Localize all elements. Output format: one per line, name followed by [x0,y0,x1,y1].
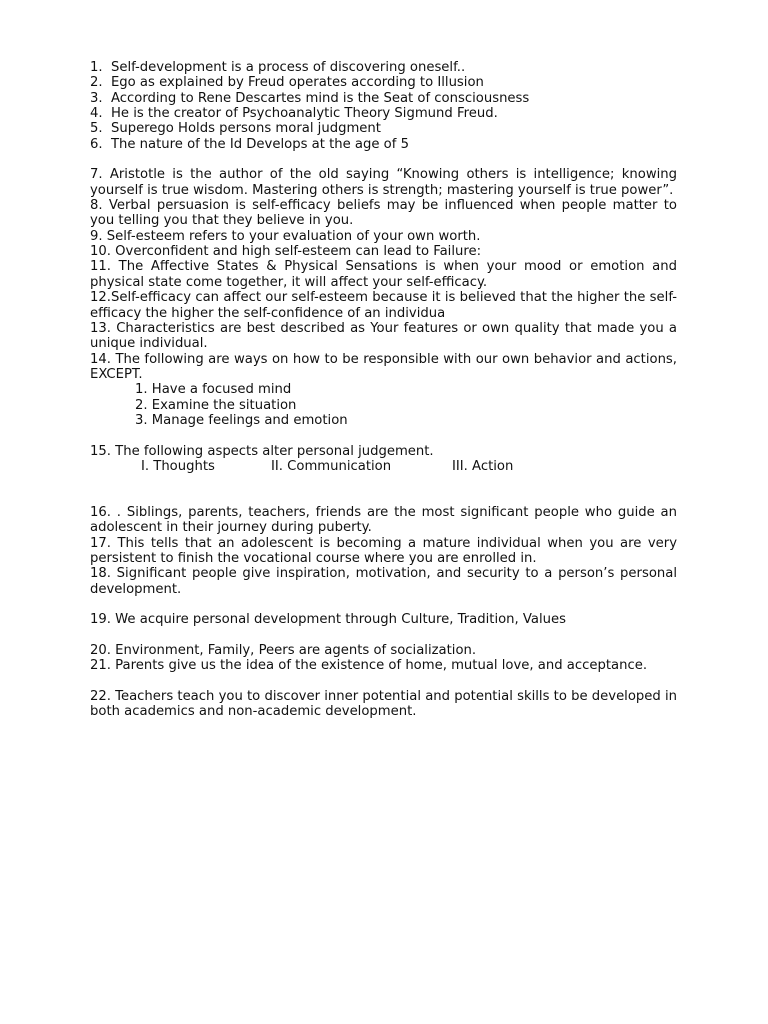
item-10: 10. Overconfident and high self-esteem can lead to Failure: [90,244,482,260]
spacer [90,152,677,167]
item-5: 5. Superego Holds persons moral judgment [90,121,381,137]
item-13: 13. Characteristics are best described as Your features or own quality that made you a unique individual. [90,320,677,352]
item-18: 18. Significant people give inspiration, motivation, and security to a person’s personal development. [90,566,677,597]
item-19: 19. We acquire personal development through Culture, Tradition, Values [90,612,567,628]
item-3: 3. According to Rene Descartes mind is the Seat of consciousness [90,90,530,106]
item-14-option: 3. Manage feelings and emotion [135,412,348,428]
item-1: 1. Self-development is a process of discovering oneself.. [90,60,466,75]
item-7: 7. Aristotle is the author of the old saying “Knowing others is intelligence; knowing yourself is true wisdom. Mastering others is strength; mastering yourself is true power”. [90,167,677,198]
item-11: 11. The Affective States & Physical Sensations is when your mood or emotion and physical state come together, it will affect your self-efficacy. [90,259,677,290]
item-16: 16. . Siblings, parents, teachers, friends are the most significant people who guide an adolescent in their journey during puberty. [90,504,677,536]
item-15: 15. The following aspects alter personal judgement. [90,443,434,459]
aspect-communication: II. Communication [271,458,392,474]
item-17: 17. This tells that an adolescent is becoming a mature individual when you are very persistent to finish the vocational course where you are enrolled in. [90,535,677,566]
item-20: 20. Environment, Family, Peers are agents of socialization. [90,643,477,659]
item-14-option: 2. Examine the situation [135,397,297,413]
item-21: 21. Parents give us the idea of the existence of home, mutual love, and acceptance. [90,658,648,674]
spacer [90,674,677,689]
spacer [90,474,677,505]
item-9: 9. Self-esteem refers to your evaluation of your own worth. [90,228,481,244]
item-14-option: 1. Have a focused mind [135,382,292,398]
spacer [90,628,677,643]
item-22: 22. Teachers teach you to discover inner potential and potential skills to be developed in both academics and non-academic development. [90,689,677,720]
item-15-aspects [90,459,677,474]
aspect-action: III. Action [452,458,514,474]
item-12: 12.Self-efficacy can affect our self-esteem because it is believed that the higher the self-efficacy the higher the self-confidence of an individua [90,290,677,321]
spacer [90,597,677,612]
item-4: 4. He is the creator of Psychoanalytic Theory Sigmund Freud. [90,106,498,122]
aspect-thoughts: I. Thoughts [141,458,215,474]
item-2: 2. Ego as explained by Freud operates according to Illusion [90,75,484,91]
item-6: 6. The nature of the Id Develops at the age of 5 [90,136,409,152]
spacer [90,428,677,443]
item-14: 14. The following are ways on how to be responsible with our own behavior and actions, EXCEPT. [90,351,677,382]
document-page [90,60,677,720]
item-8: 8. Verbal persuasion is self-efficacy beliefs may be influenced when people matter to you telling you that they believe in you. [90,198,677,229]
